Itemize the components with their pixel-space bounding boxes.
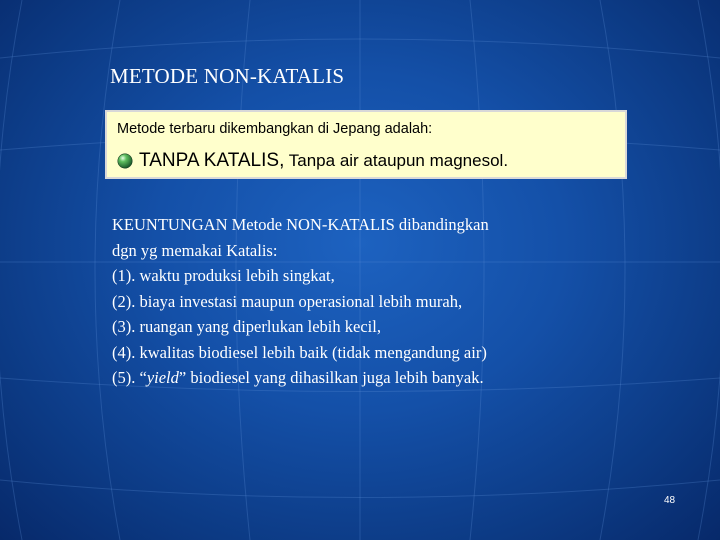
advantage-item-5 <box>112 365 672 391</box>
bullet-strong-text: TANPA KATALIS, <box>139 150 285 171</box>
advantage-item-5-suffix: ” biodiesel yang dihasilkan juga lebih banyak. <box>178 368 484 387</box>
advantage-item-2: (2). biaya investasi maupun operasional lebih murah, <box>112 291 463 311</box>
advantage-item-4: (4). kwalitas biodiesel lebih baik (tidak mengandung air) <box>112 342 487 362</box>
advantages-block <box>112 212 672 391</box>
advantage-item-5-prefix: (5). “ <box>112 368 147 387</box>
advantages-heading-line1: KEUNTUNGAN Metode NON-KATALIS dibandingkan <box>112 215 489 234</box>
advantage-item-3: (3). ruangan yang diperlukan lebih kecil, <box>112 317 381 336</box>
page-number: 48 <box>664 495 676 506</box>
slide-title: METODE NON-KATALIS <box>110 64 345 88</box>
advantages-heading-line2: dgn yg memakai Katalis: <box>112 240 278 260</box>
highlight-box <box>105 110 627 179</box>
box-intro-text: Metode terbaru dikembangkan di Jepang adalah: <box>117 121 433 137</box>
bullet-rest-text: Tanpa air ataupun magnesol. <box>284 151 509 170</box>
box-bullet-item <box>117 150 508 172</box>
advantage-item-1: (1). waktu produksi lebih singkat, <box>112 266 335 285</box>
advantage-item-5-italic: yield <box>146 368 179 387</box>
green-ball-bullet-icon <box>117 153 133 169</box>
